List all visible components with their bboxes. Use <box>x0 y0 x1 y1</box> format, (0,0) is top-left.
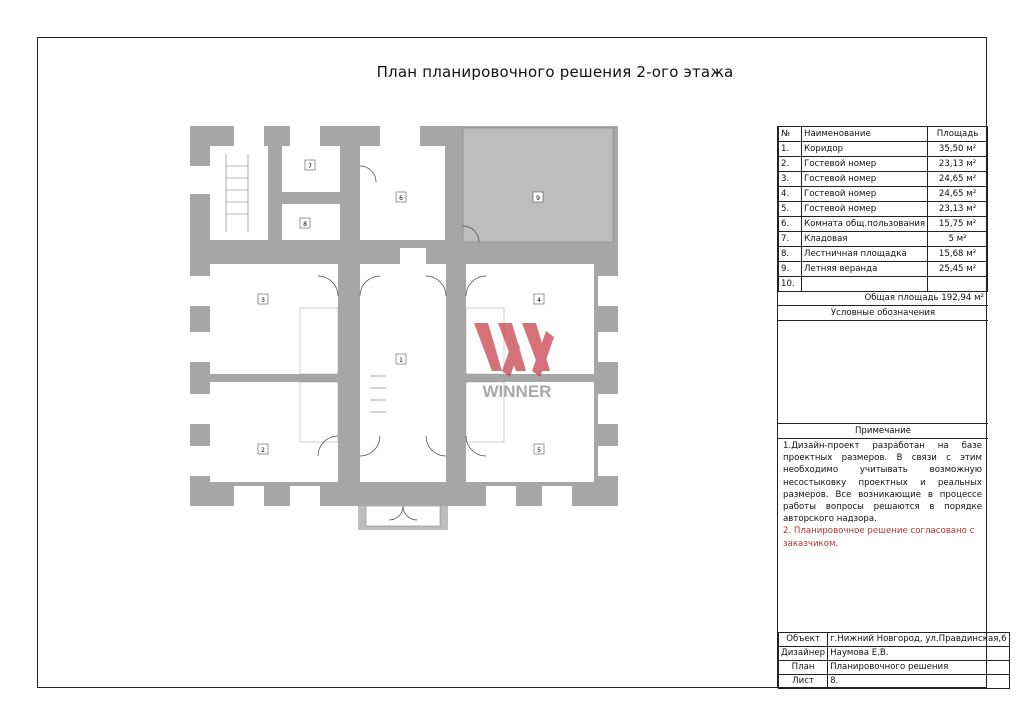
stamp-value: Планировочного решения <box>828 661 1010 675</box>
veranda-area <box>463 128 613 242</box>
stamp-value: г.Нижний Новгород, ул.Правдинская,6 <box>828 633 1010 647</box>
stamp-key: Объект <box>779 633 828 647</box>
note-paragraph-1: 1.Дизайн-проект разработан на базе проектных размеров. В связи с этим необходимо учитывать возможную несостыковку проектных и реальных размеров. Все возникающие в процессе работы вопросы решаются в порядке авторского надзора. <box>783 441 982 525</box>
note-paragraph-2: 2. Планировочное решение согласовано с заказчиком. <box>783 526 975 549</box>
row-num: 4. <box>779 187 802 202</box>
label-room-5: 5 <box>537 447 541 454</box>
corridor-1 <box>360 264 446 482</box>
stamp-row <box>779 675 1010 689</box>
row-area: 24,65 м² <box>928 172 988 187</box>
table-row <box>779 262 988 277</box>
label-room-1: 1 <box>399 357 403 364</box>
row-area: 15,68 м² <box>928 247 988 262</box>
table-row <box>779 187 988 202</box>
row-num: 1. <box>779 142 802 157</box>
table-row <box>779 142 988 157</box>
table-row <box>779 202 988 217</box>
bath-4 <box>466 308 504 374</box>
note-body <box>783 440 982 550</box>
row-name: Гостевой номер <box>802 157 928 172</box>
room-stair-8 <box>210 146 268 240</box>
row-num: 2. <box>779 157 802 172</box>
table-row <box>779 172 988 187</box>
plan-title: План планировочного решения 2-ого этажа <box>376 63 734 81</box>
row-num: 9. <box>779 262 802 277</box>
row-name: Коридор <box>802 142 928 157</box>
bath-5 <box>466 382 504 442</box>
room-8-lower <box>282 204 340 240</box>
row-area: 23,13 м² <box>928 157 988 172</box>
row-area <box>928 277 988 292</box>
row-name: Гостевой номер <box>802 172 928 187</box>
label-room-4: 4 <box>537 297 541 304</box>
row-name <box>802 277 928 292</box>
label-room-8: 8 <box>303 221 307 228</box>
stamp-row <box>779 647 1010 661</box>
row-num: 10. <box>779 277 802 292</box>
label-room-6: 6 <box>399 195 403 202</box>
entrance-porch <box>358 506 448 530</box>
table-row <box>779 157 988 172</box>
label-room-7: 7 <box>308 163 312 170</box>
rooms-table <box>778 126 988 292</box>
watermark-text: WINNER <box>482 382 552 401</box>
col-header-name: Наименование <box>802 127 928 142</box>
row-area: 15,75 м² <box>928 217 988 232</box>
label-room-9: 9 <box>536 195 540 202</box>
row-name: Кладовая <box>802 232 928 247</box>
row-area: 25,45 м² <box>928 262 988 277</box>
label-room-2: 2 <box>261 447 265 454</box>
floor-plan <box>190 126 618 506</box>
row-name: Гостевой номер <box>802 202 928 217</box>
row-area: 5 м² <box>928 232 988 247</box>
stamp-row <box>779 633 1010 647</box>
stamp-key: Лист <box>779 675 828 689</box>
col-header-area: Площадь <box>928 127 988 142</box>
stamp-value: Наумова Е.В. <box>828 647 1010 661</box>
info-panel <box>777 126 1007 688</box>
row-name: Комната общ.пользования <box>802 217 928 232</box>
stamp-key: Дизайнер <box>779 647 828 661</box>
legend-title: Условные обозначения <box>778 306 988 321</box>
label-room-3: 3 <box>261 297 265 304</box>
stamp-value: 8. <box>828 675 1010 689</box>
stamp-key: План <box>779 661 828 675</box>
bath-3 <box>300 308 338 374</box>
table-header-row <box>779 127 988 142</box>
stamp-row <box>779 661 1010 675</box>
row-name: Лестничная площадка <box>802 247 928 262</box>
row-num: 5. <box>779 202 802 217</box>
col-header-num: № <box>779 127 802 142</box>
row-area: 24,65 м² <box>928 187 988 202</box>
row-num: 7. <box>779 232 802 247</box>
table-row <box>779 217 988 232</box>
bath-2 <box>300 382 338 442</box>
row-num: 8. <box>779 247 802 262</box>
total-area: Общая площадь 192,94 м² <box>778 291 988 306</box>
note-title: Примечание <box>778 423 988 439</box>
row-num: 3. <box>779 172 802 187</box>
table-row <box>779 247 988 262</box>
row-area: 35,50 м² <box>928 142 988 157</box>
title-block <box>778 632 1010 689</box>
row-name: Летняя веранда <box>802 262 928 277</box>
table-row <box>779 232 988 247</box>
table-row <box>779 277 988 292</box>
row-num: 6. <box>779 217 802 232</box>
row-name: Гостевой номер <box>802 187 928 202</box>
row-area: 23,13 м² <box>928 202 988 217</box>
